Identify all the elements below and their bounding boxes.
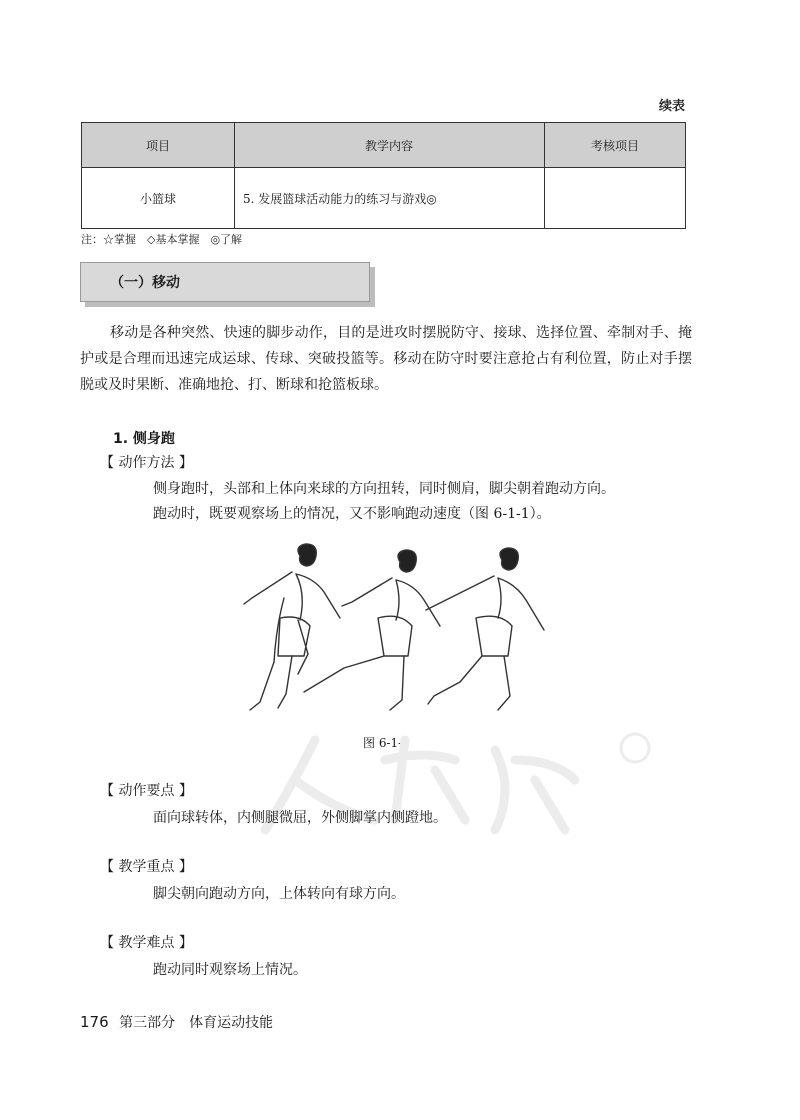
- table-note: 注：☆掌握 ◇基本掌握 ◎了解: [81, 233, 243, 246]
- subsection-title: 1. 侧身跑: [113, 431, 175, 447]
- runner-1: [244, 544, 340, 710]
- runner-3: [426, 548, 544, 710]
- page-footer: [80, 1012, 273, 1032]
- cell-item: 小篮球: [82, 168, 235, 229]
- curriculum-table: [81, 122, 686, 229]
- side-running-figure: [220, 538, 560, 718]
- cell-assessment: [545, 168, 686, 229]
- section-title: （一）移动: [110, 275, 180, 291]
- cell-content: 5. 发展篮球活动能力的练习与游戏◎: [235, 168, 545, 229]
- header-assessment: 考核项目: [545, 123, 686, 168]
- teaching-focus-text: 脚尖朝向跑动方向，上体转向有球方向。: [153, 886, 405, 902]
- page-number: 176: [80, 1013, 109, 1031]
- key-points-text: 面向球转体，内侧腿微屈，外侧脚掌内侧蹬地。: [153, 810, 447, 826]
- header-item: 项目: [82, 123, 235, 168]
- continued-label: 续表: [658, 99, 685, 114]
- table-row: [82, 168, 686, 229]
- method-text-line2: 跑动时，既要观察场上的情况，又不影响跑动速度（图 6-1-1）。: [153, 506, 551, 522]
- method-text-line1: 侧身跑时，头部和上体向来球的方向扭转，同时侧肩，脚尖朝着跑动方向。: [153, 481, 615, 497]
- table-header-row: [82, 123, 686, 168]
- figure-caption: 图 6-1-1: [363, 736, 410, 750]
- header-content: 教学内容: [235, 123, 545, 168]
- teaching-focus-label: 【 教学重点 】: [100, 859, 193, 875]
- intro-paragraph: 移动是各种突然、快速的脚步动作，目的是进攻时摆脱防守、接球、选择位置、牵制对手、掩护或是合理而迅速完成运球、传球、突破投篮等。移动在防守时要注意抢占有利位置，防止对手摆脱或及时果断、准确地抢、打、断球和抢篮板球。: [80, 325, 692, 393]
- publisher-watermark: [235, 720, 655, 850]
- teaching-difficulty-text: 跑动同时观察场上情况。: [153, 962, 307, 978]
- method-label: 【 动作方法 】: [100, 455, 193, 471]
- teaching-difficulty-label: 【 教学难点 】: [100, 935, 193, 951]
- key-points-label: 【 动作要点 】: [100, 783, 193, 799]
- part-title: 第三部分 体育运动技能: [119, 1015, 274, 1031]
- runner-2: [304, 550, 440, 710]
